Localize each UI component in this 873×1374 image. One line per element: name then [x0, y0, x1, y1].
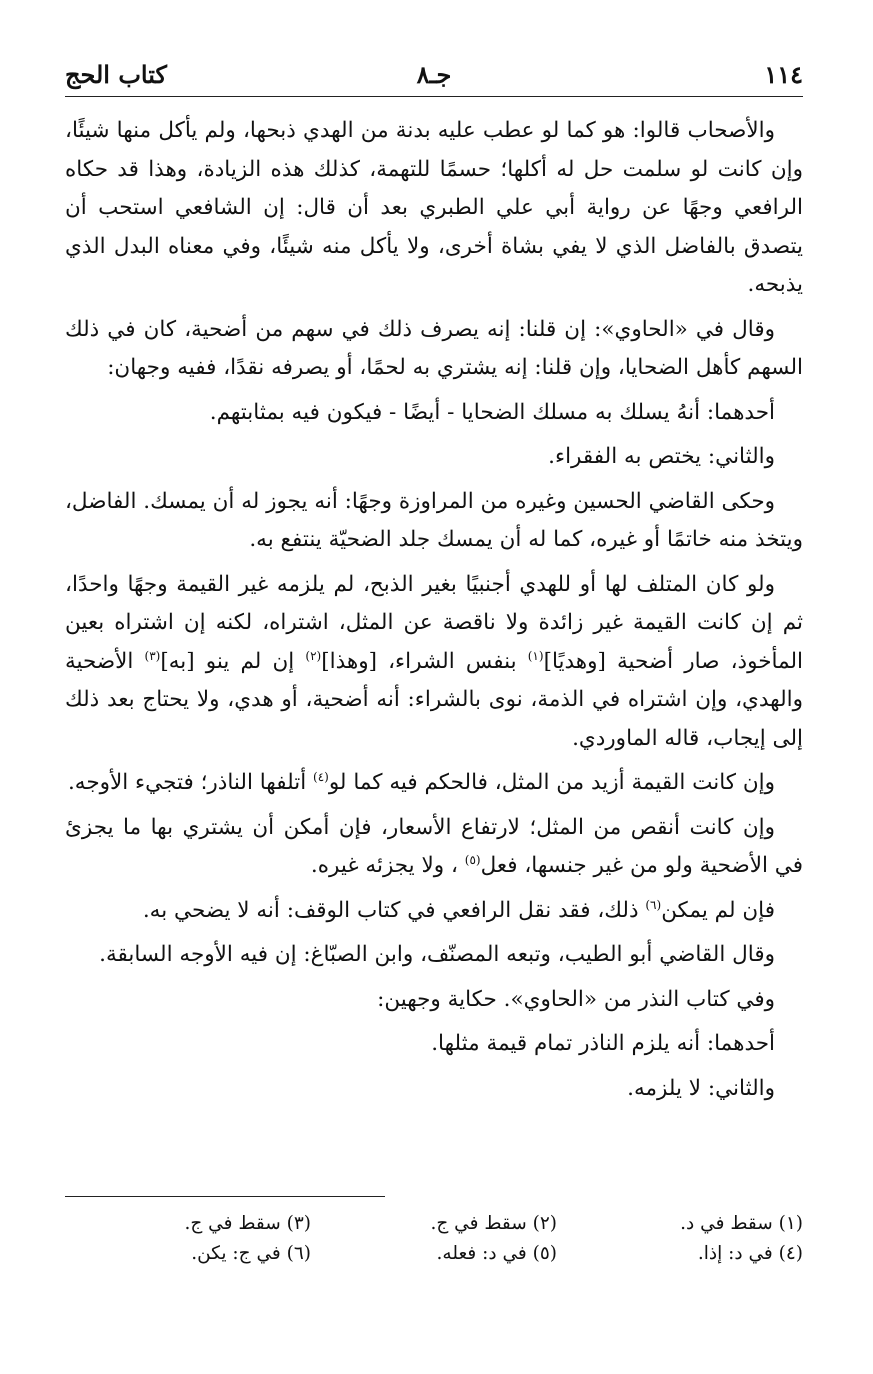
paragraph [65, 1070, 803, 1109]
paragraph [65, 764, 803, 803]
paragraph-text: وإن كانت القيمة أزيد من المثل، فالحكم فيه كما لو [328, 770, 775, 795]
paragraph-text: والثاني: يختص به الفقراء. [548, 444, 775, 469]
paragraph [65, 112, 803, 305]
paragraph-text: وقال القاضي أبو الطيب، وتبعه المصنّف، وابن الصبّاغ: إن فيه الأوجه السابقة. [99, 942, 775, 967]
footnote-marker: (٢) [305, 648, 322, 663]
paragraph [65, 438, 803, 477]
paragraph [65, 981, 803, 1020]
footnotes [65, 1210, 803, 1268]
paragraph [65, 809, 803, 886]
footnote-marker: (٣) [144, 648, 161, 663]
paragraph-text: ذلك، فقد نقل الرافعي في كتاب الوقف: أنه لا يضحي به. [142, 897, 646, 923]
paragraph [65, 311, 803, 388]
main-text [65, 112, 803, 1108]
paragraph [65, 1025, 803, 1064]
paragraph-text: وحكى القاضي الحسين وغيره من المراوزة وجهًا: أنه يجوز له أن يمسك. الفاضل، ويتخذ منه خاتمًا أو غيره، كما له أن يمسك جلد الضحيّة ينتفع به. [64, 488, 803, 552]
paragraph-text: أتلفها الناذر؛ فتجيء الأوجه. [67, 770, 313, 795]
running-header [65, 56, 803, 97]
footnote-marker: (١) [527, 648, 544, 663]
paragraph-text: ، ولا يجزئه غيره. [310, 853, 465, 878]
paragraph-text: أحدهما: أنهُ يسلك به مسلك الضحايا - أيضًا - فيكون فيه بمثابتهم. [209, 399, 775, 425]
footnote: (٣) سقط في ج. [184, 1213, 311, 1234]
paragraph-text: وفي كتاب النذر من «الحاوي». حكاية وجهين: [377, 986, 775, 1012]
volume-label: جـ٨ [416, 60, 452, 89]
paragraph [65, 892, 803, 931]
paragraph-text: ولو كان المتلف لها أو للهدي أجنبيًا بغير الذبح، لم يلزمه غير القيمة وجهًا واحدًا، ثم إن كانت القيمة غير زائدة ولا ناقصة عن المثل، اشتراه، لكنه إن اشتراه بعين المأخوذ، صار أضحية [وهديًا] [65, 571, 804, 674]
paragraph-text: الأضحية والهدي، وإن اشتراه في الذمة، نوى بالشراء: أنه أضحية، أو هدي، ولا يحتاج بعد ذلك إلى إيجاب، قاله الماوردي. [65, 648, 803, 751]
paragraph-text: وقال في «الحاوي»: إن قلنا: إنه يصرف ذلك في سهم من أضحية، كان في ذلك السهم كأهل الضحايا، وإن قلنا: إنه يشتري به لحمًا، أو يصرفه نقدًا، ففيه وجهان: [65, 316, 803, 380]
paragraph-text: بنفس الشراء، [وهذا] [321, 648, 528, 674]
paragraph [65, 566, 803, 759]
footnote: (١) سقط في د. [680, 1213, 803, 1234]
footnote: (٦) في ج: يكن. [191, 1243, 311, 1264]
paragraph-text: أحدهما: أنه يلزم الناذر تمام قيمة مثلها. [431, 1031, 775, 1056]
footnote-rule [65, 1196, 385, 1197]
paragraph [65, 483, 803, 560]
footnote: (٤) في د: إذا. [697, 1243, 803, 1264]
paragraph-text: إن لم ينو [به] [160, 648, 306, 674]
paragraph [65, 394, 803, 433]
footnote-marker: (٥) [464, 852, 481, 867]
page-number: ١١٤ [764, 60, 803, 89]
book-title: كتاب الحج [65, 60, 167, 89]
footnote: (٢) سقط في ج. [430, 1213, 557, 1234]
paragraph-text: والأصحاب قالوا: هو كما لو عطب عليه بدنة من الهدي ذبحها، ولم يأكل منها شيئًا، وإن كانت لو سلمت حل له أكلها؛ حسمًا للتهمة، كذلك هذه الزيادة، وهذا قد حكاه الرافعي وجهًا عن رواية أبي علي الطبري بعد أن قال: إن الشافعي استحب أن يتصدق بالفاضل الذي لا يفي بشاة أخرى، ولا يأكل منه شيئًا، وفي معناه البدل الذي يذبحه. [65, 118, 803, 297]
paragraph [65, 936, 803, 975]
paragraph-text: والثاني: لا يلزمه. [627, 1075, 775, 1101]
footnote: (٥) في د: فعله. [436, 1243, 557, 1264]
paragraph-text: فإن لم يمكن [661, 897, 775, 923]
paragraph-text: وإن كانت أنقص من المثل؛ لارتفاع الأسعار، فإن أمكن أن يشتري بها ما يجزئ في الأضحية ولو من غير جنسها، فعل [65, 814, 803, 878]
footnote-marker: (٤) [313, 769, 329, 784]
footnote-marker: (٦) [645, 897, 662, 912]
